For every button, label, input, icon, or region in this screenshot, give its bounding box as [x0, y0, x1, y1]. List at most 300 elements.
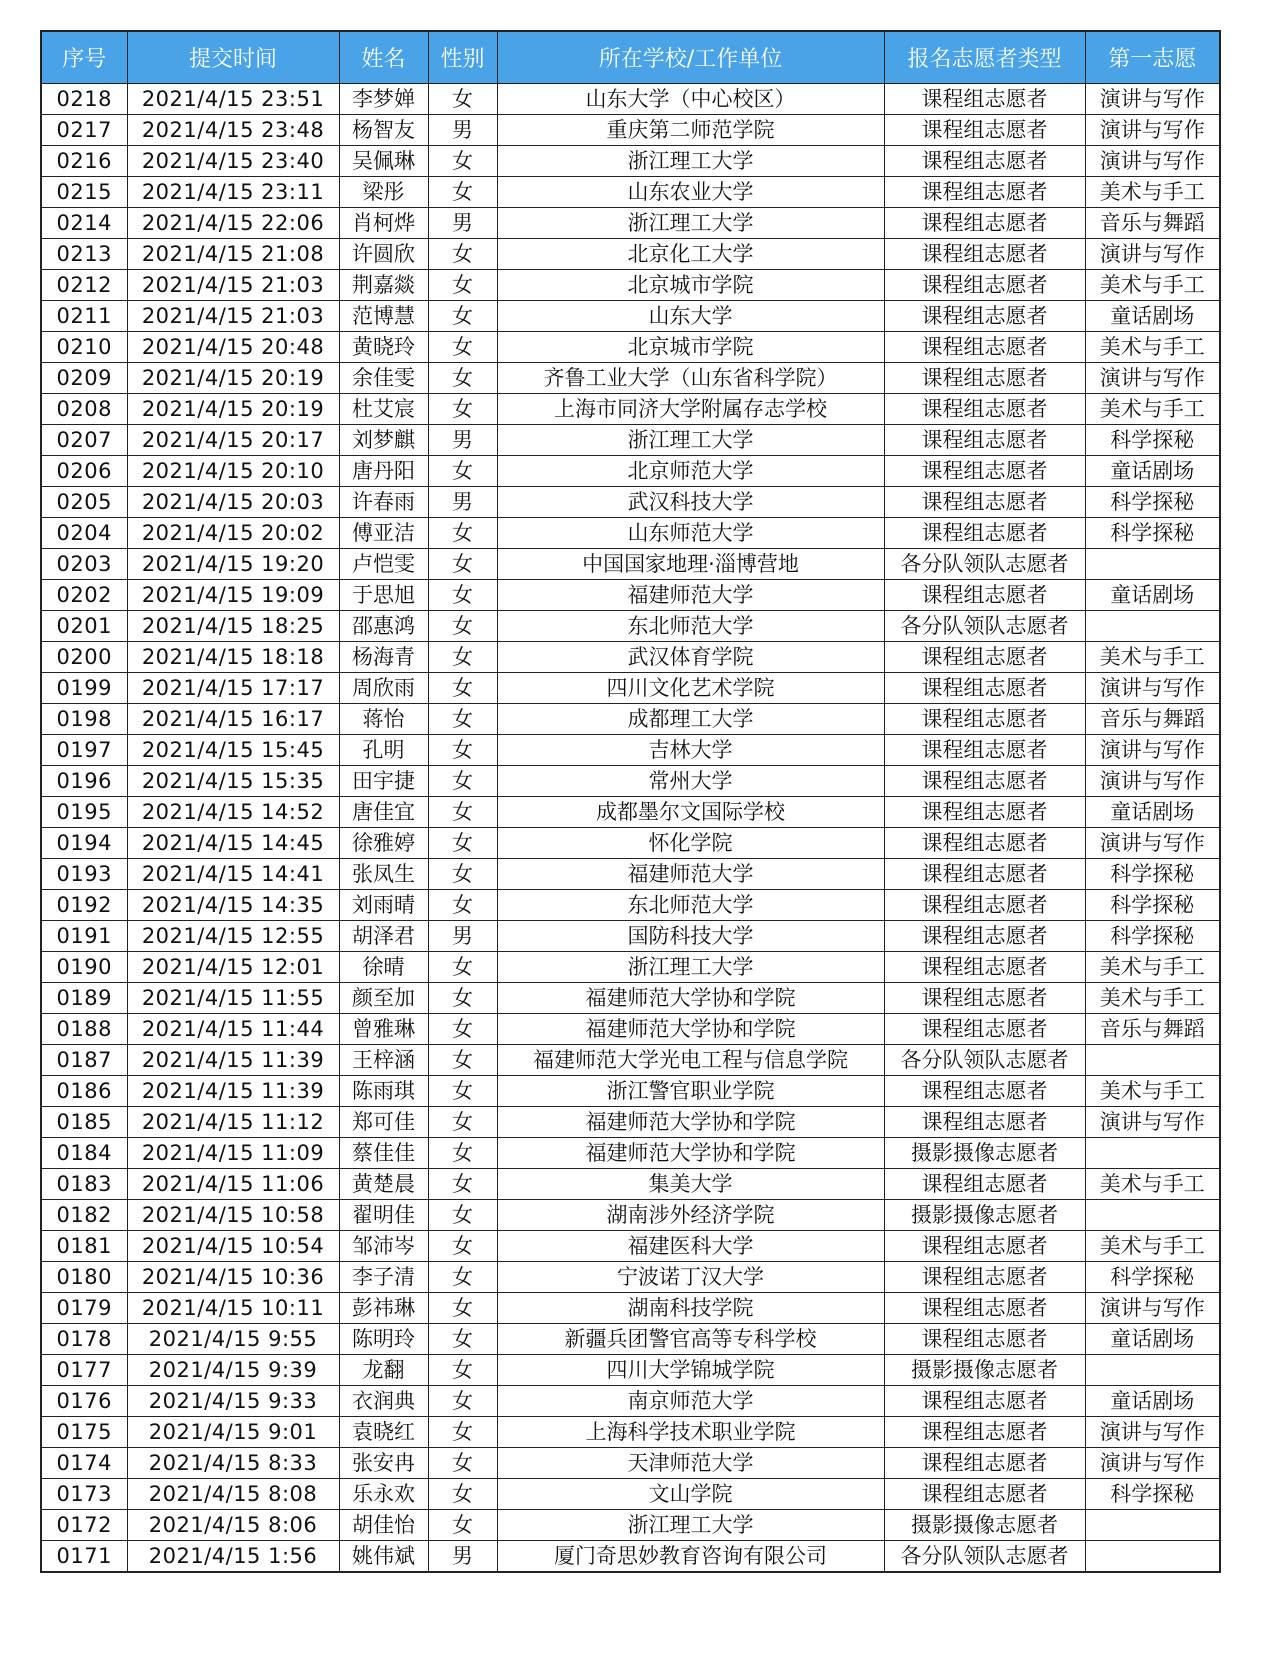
- cell-name: 蒋怡: [339, 704, 428, 735]
- table-row: [41, 735, 1220, 766]
- table-row: [41, 1417, 1220, 1448]
- table-row: [41, 301, 1220, 332]
- cell-submit-time: 2021/4/15 16:17: [127, 704, 339, 735]
- cell-volunteer-type: 课程组志愿者: [884, 487, 1085, 518]
- cell-name: 乐永欢: [339, 1479, 428, 1510]
- cell-submit-time: 2021/4/15 8:06: [127, 1510, 339, 1541]
- cell-id: 0196: [41, 766, 127, 797]
- cell-first-choice: 科学探秘: [1085, 425, 1220, 456]
- cell-name: 姚伟斌: [339, 1541, 428, 1573]
- table-row: [41, 1107, 1220, 1138]
- cell-submit-time: 2021/4/15 14:45: [127, 828, 339, 859]
- table-row: [41, 1355, 1220, 1386]
- cell-id: 0192: [41, 890, 127, 921]
- cell-school: 山东农业大学: [497, 177, 884, 208]
- table-row: [41, 859, 1220, 890]
- cell-volunteer-type: 课程组志愿者: [884, 115, 1085, 146]
- cell-gender: 女: [428, 301, 497, 332]
- cell-first-choice: 演讲与写作: [1085, 1417, 1220, 1448]
- cell-volunteer-type: 课程组志愿者: [884, 1417, 1085, 1448]
- cell-school: 湖南科技学院: [497, 1293, 884, 1324]
- cell-submit-time: 2021/4/15 10:11: [127, 1293, 339, 1324]
- cell-gender: 女: [428, 456, 497, 487]
- cell-gender: 男: [428, 921, 497, 952]
- cell-submit-time: 2021/4/15 11:44: [127, 1014, 339, 1045]
- cell-volunteer-type: 摄影摄像志愿者: [884, 1138, 1085, 1169]
- cell-school: 湖南涉外经济学院: [497, 1200, 884, 1231]
- cell-gender: 女: [428, 1479, 497, 1510]
- table-row: [41, 642, 1220, 673]
- cell-name: 彭祎琳: [339, 1293, 428, 1324]
- cell-submit-time: 2021/4/15 21:03: [127, 301, 339, 332]
- cell-gender: 女: [428, 797, 497, 828]
- cell-gender: 女: [428, 270, 497, 301]
- cell-id: 0172: [41, 1510, 127, 1541]
- cell-id: 0216: [41, 146, 127, 177]
- cell-first-choice: 科学探秘: [1085, 921, 1220, 952]
- cell-first-choice: 演讲与写作: [1085, 1293, 1220, 1324]
- cell-submit-time: 2021/4/15 23:51: [127, 84, 339, 115]
- cell-first-choice: 美术与手工: [1085, 177, 1220, 208]
- cell-first-choice: 美术与手工: [1085, 270, 1220, 301]
- table-row: [41, 1448, 1220, 1479]
- cell-name: 郑可佳: [339, 1107, 428, 1138]
- cell-school: 中国国家地理·淄博营地: [497, 549, 884, 580]
- cell-submit-time: 2021/4/15 1:56: [127, 1541, 339, 1573]
- cell-submit-time: 2021/4/15 18:25: [127, 611, 339, 642]
- cell-volunteer-type: 课程组志愿者: [884, 1076, 1085, 1107]
- cell-id: 0201: [41, 611, 127, 642]
- cell-name: 徐雅婷: [339, 828, 428, 859]
- cell-gender: 男: [428, 115, 497, 146]
- cell-first-choice: 童话剧场: [1085, 1324, 1220, 1355]
- cell-submit-time: 2021/4/15 11:06: [127, 1169, 339, 1200]
- cell-volunteer-type: 课程组志愿者: [884, 952, 1085, 983]
- cell-gender: 女: [428, 1045, 497, 1076]
- cell-first-choice: 童话剧场: [1085, 456, 1220, 487]
- cell-submit-time: 2021/4/15 23:11: [127, 177, 339, 208]
- cell-first-choice: 科学探秘: [1085, 859, 1220, 890]
- table-row: [41, 1138, 1220, 1169]
- cell-id: 0195: [41, 797, 127, 828]
- cell-name: 唐佳宜: [339, 797, 428, 828]
- cell-id: 0197: [41, 735, 127, 766]
- cell-school: 北京城市学院: [497, 332, 884, 363]
- cell-name: 于思旭: [339, 580, 428, 611]
- cell-gender: 男: [428, 1541, 497, 1573]
- cell-gender: 男: [428, 425, 497, 456]
- cell-first-choice: 童话剧场: [1085, 797, 1220, 828]
- table-row: [41, 394, 1220, 425]
- cell-submit-time: 2021/4/15 20:19: [127, 394, 339, 425]
- cell-gender: 女: [428, 394, 497, 425]
- cell-gender: 女: [428, 1076, 497, 1107]
- cell-id: 0217: [41, 115, 127, 146]
- cell-volunteer-type: 摄影摄像志愿者: [884, 1355, 1085, 1386]
- cell-submit-time: 2021/4/15 9:33: [127, 1386, 339, 1417]
- cell-volunteer-type: 各分队领队志愿者: [884, 1541, 1085, 1573]
- cell-first-choice: [1085, 1541, 1220, 1573]
- cell-first-choice: 演讲与写作: [1085, 735, 1220, 766]
- cell-submit-time: 2021/4/15 22:06: [127, 208, 339, 239]
- cell-gender: 女: [428, 239, 497, 270]
- cell-school: 南京师范大学: [497, 1386, 884, 1417]
- cell-gender: 女: [428, 859, 497, 890]
- table-row: [41, 1479, 1220, 1510]
- table-row: [41, 952, 1220, 983]
- cell-volunteer-type: 课程组志愿者: [884, 270, 1085, 301]
- cell-first-choice: [1085, 1510, 1220, 1541]
- cell-id: 0204: [41, 518, 127, 549]
- cell-name: 杨智友: [339, 115, 428, 146]
- table-row: [41, 177, 1220, 208]
- table-row: [41, 239, 1220, 270]
- cell-first-choice: 美术与手工: [1085, 642, 1220, 673]
- table-row: [41, 456, 1220, 487]
- cell-volunteer-type: 课程组志愿者: [884, 890, 1085, 921]
- cell-gender: 女: [428, 983, 497, 1014]
- cell-volunteer-type: 课程组志愿者: [884, 208, 1085, 239]
- cell-school: 山东大学: [497, 301, 884, 332]
- table-row: [41, 1293, 1220, 1324]
- table-row: [41, 487, 1220, 518]
- cell-volunteer-type: 摄影摄像志愿者: [884, 1510, 1085, 1541]
- cell-submit-time: 2021/4/15 11:12: [127, 1107, 339, 1138]
- cell-first-choice: 美术与手工: [1085, 394, 1220, 425]
- cell-volunteer-type: 课程组志愿者: [884, 363, 1085, 394]
- cell-id: 0175: [41, 1417, 127, 1448]
- cell-school: 新疆兵团警官高等专科学校: [497, 1324, 884, 1355]
- cell-volunteer-type: 课程组志愿者: [884, 1107, 1085, 1138]
- cell-first-choice: 演讲与写作: [1085, 239, 1220, 270]
- cell-school: 福建医科大学: [497, 1231, 884, 1262]
- cell-submit-time: 2021/4/15 19:09: [127, 580, 339, 611]
- cell-name: 田宇捷: [339, 766, 428, 797]
- cell-submit-time: 2021/4/15 15:45: [127, 735, 339, 766]
- cell-volunteer-type: 各分队领队志愿者: [884, 549, 1085, 580]
- cell-first-choice: [1085, 1200, 1220, 1231]
- cell-volunteer-type: 课程组志愿者: [884, 735, 1085, 766]
- table-row: [41, 332, 1220, 363]
- cell-id: 0202: [41, 580, 127, 611]
- cell-gender: 女: [428, 952, 497, 983]
- cell-submit-time: 2021/4/15 14:52: [127, 797, 339, 828]
- cell-name: 胡佳怡: [339, 1510, 428, 1541]
- cell-school: 成都墨尔文国际学校: [497, 797, 884, 828]
- table-row: [41, 766, 1220, 797]
- cell-school: 四川大学锦城学院: [497, 1355, 884, 1386]
- cell-submit-time: 2021/4/15 20:17: [127, 425, 339, 456]
- cell-volunteer-type: 课程组志愿者: [884, 518, 1085, 549]
- header-volunteer-type: 报名志愿者类型: [884, 31, 1085, 84]
- cell-submit-time: 2021/4/15 21:03: [127, 270, 339, 301]
- cell-name: 王梓涵: [339, 1045, 428, 1076]
- header-name: 姓名: [339, 31, 428, 84]
- cell-school: 浙江理工大学: [497, 208, 884, 239]
- cell-name: 蔡佳佳: [339, 1138, 428, 1169]
- cell-id: 0187: [41, 1045, 127, 1076]
- cell-volunteer-type: 课程组志愿者: [884, 642, 1085, 673]
- cell-id: 0174: [41, 1448, 127, 1479]
- cell-first-choice: 演讲与写作: [1085, 363, 1220, 394]
- table-row: [41, 921, 1220, 952]
- cell-name: 梁彤: [339, 177, 428, 208]
- cell-first-choice: 演讲与写作: [1085, 115, 1220, 146]
- cell-name: 徐晴: [339, 952, 428, 983]
- cell-first-choice: [1085, 611, 1220, 642]
- cell-submit-time: 2021/4/15 20:19: [127, 363, 339, 394]
- cell-name: 刘梦麒: [339, 425, 428, 456]
- cell-gender: 女: [428, 1324, 497, 1355]
- cell-school: 山东师范大学: [497, 518, 884, 549]
- cell-school: 国防科技大学: [497, 921, 884, 952]
- cell-volunteer-type: 各分队领队志愿者: [884, 611, 1085, 642]
- header-id: 序号: [41, 31, 127, 84]
- cell-volunteer-type: 课程组志愿者: [884, 828, 1085, 859]
- cell-gender: 女: [428, 1014, 497, 1045]
- cell-name: 刘雨晴: [339, 890, 428, 921]
- cell-school: 上海市同济大学附属存志学校: [497, 394, 884, 425]
- table-row: [41, 673, 1220, 704]
- cell-volunteer-type: 课程组志愿者: [884, 1231, 1085, 1262]
- cell-id: 0193: [41, 859, 127, 890]
- cell-school: 重庆第二师范学院: [497, 115, 884, 146]
- table-row: [41, 1169, 1220, 1200]
- cell-school: 福建师范大学协和学院: [497, 1014, 884, 1045]
- cell-id: 0185: [41, 1107, 127, 1138]
- cell-school: 福建师范大学协和学院: [497, 983, 884, 1014]
- cell-id: 0205: [41, 487, 127, 518]
- cell-id: 0182: [41, 1200, 127, 1231]
- cell-submit-time: 2021/4/15 23:48: [127, 115, 339, 146]
- cell-gender: 女: [428, 549, 497, 580]
- cell-id: 0199: [41, 673, 127, 704]
- cell-name: 陈明玲: [339, 1324, 428, 1355]
- cell-name: 曾雅琳: [339, 1014, 428, 1045]
- table-row: [41, 1510, 1220, 1541]
- cell-first-choice: [1085, 1045, 1220, 1076]
- cell-school: 文山学院: [497, 1479, 884, 1510]
- cell-submit-time: 2021/4/15 10:58: [127, 1200, 339, 1231]
- cell-school: 福建师范大学光电工程与信息学院: [497, 1045, 884, 1076]
- header-submit-time: 提交时间: [127, 31, 339, 84]
- cell-name: 邵惠鸿: [339, 611, 428, 642]
- cell-submit-time: 2021/4/15 10:54: [127, 1231, 339, 1262]
- cell-submit-time: 2021/4/15 20:48: [127, 332, 339, 363]
- cell-volunteer-type: 课程组志愿者: [884, 766, 1085, 797]
- cell-gender: 女: [428, 146, 497, 177]
- cell-name: 杨海青: [339, 642, 428, 673]
- cell-name: 范博慧: [339, 301, 428, 332]
- cell-gender: 女: [428, 1138, 497, 1169]
- cell-name: 周欣雨: [339, 673, 428, 704]
- cell-id: 0189: [41, 983, 127, 1014]
- cell-name: 卢恺雯: [339, 549, 428, 580]
- cell-submit-time: 2021/4/15 20:02: [127, 518, 339, 549]
- cell-volunteer-type: 课程组志愿者: [884, 394, 1085, 425]
- cell-school: 福建师范大学: [497, 580, 884, 611]
- cell-id: 0209: [41, 363, 127, 394]
- cell-id: 0218: [41, 84, 127, 115]
- cell-first-choice: 音乐与舞蹈: [1085, 1014, 1220, 1045]
- cell-volunteer-type: 课程组志愿者: [884, 425, 1085, 456]
- table-row: [41, 1386, 1220, 1417]
- cell-gender: 女: [428, 1231, 497, 1262]
- cell-submit-time: 2021/4/15 20:10: [127, 456, 339, 487]
- cell-school: 浙江警官职业学院: [497, 1076, 884, 1107]
- cell-submit-time: 2021/4/15 11:39: [127, 1076, 339, 1107]
- cell-school: 北京师范大学: [497, 456, 884, 487]
- table-row: [41, 1200, 1220, 1231]
- cell-submit-time: 2021/4/15 14:35: [127, 890, 339, 921]
- cell-first-choice: 科学探秘: [1085, 1262, 1220, 1293]
- cell-school: 浙江理工大学: [497, 952, 884, 983]
- cell-first-choice: 科学探秘: [1085, 890, 1220, 921]
- cell-school: 东北师范大学: [497, 611, 884, 642]
- cell-volunteer-type: 课程组志愿者: [884, 859, 1085, 890]
- cell-name: 翟明佳: [339, 1200, 428, 1231]
- table-row: [41, 518, 1220, 549]
- cell-id: 0214: [41, 208, 127, 239]
- cell-school: 武汉科技大学: [497, 487, 884, 518]
- cell-id: 0191: [41, 921, 127, 952]
- table-row: [41, 611, 1220, 642]
- cell-submit-time: 2021/4/15 23:40: [127, 146, 339, 177]
- cell-volunteer-type: 课程组志愿者: [884, 456, 1085, 487]
- cell-submit-time: 2021/4/15 12:55: [127, 921, 339, 952]
- cell-name: 李梦婵: [339, 84, 428, 115]
- cell-gender: 女: [428, 766, 497, 797]
- cell-submit-time: 2021/4/15 18:18: [127, 642, 339, 673]
- cell-submit-time: 2021/4/15 20:03: [127, 487, 339, 518]
- cell-gender: 女: [428, 735, 497, 766]
- cell-gender: 女: [428, 673, 497, 704]
- cell-name: 张凤生: [339, 859, 428, 890]
- cell-gender: 女: [428, 611, 497, 642]
- cell-gender: 女: [428, 518, 497, 549]
- cell-gender: 女: [428, 1510, 497, 1541]
- cell-name: 袁晓红: [339, 1417, 428, 1448]
- cell-gender: 女: [428, 1448, 497, 1479]
- cell-id: 0194: [41, 828, 127, 859]
- cell-submit-time: 2021/4/15 11:39: [127, 1045, 339, 1076]
- cell-gender: 女: [428, 1386, 497, 1417]
- cell-volunteer-type: 课程组志愿者: [884, 1014, 1085, 1045]
- cell-submit-time: 2021/4/15 9:39: [127, 1355, 339, 1386]
- cell-school: 福建师范大学协和学院: [497, 1107, 884, 1138]
- cell-volunteer-type: 课程组志愿者: [884, 239, 1085, 270]
- cell-first-choice: 美术与手工: [1085, 1169, 1220, 1200]
- cell-submit-time: 2021/4/15 12:01: [127, 952, 339, 983]
- cell-gender: 女: [428, 1262, 497, 1293]
- cell-id: 0206: [41, 456, 127, 487]
- cell-first-choice: 童话剧场: [1085, 580, 1220, 611]
- table-row: [41, 84, 1220, 115]
- cell-id: 0181: [41, 1231, 127, 1262]
- cell-first-choice: 科学探秘: [1085, 1479, 1220, 1510]
- table-row: [41, 828, 1220, 859]
- cell-name: 张安冉: [339, 1448, 428, 1479]
- table-row: [41, 363, 1220, 394]
- table-row: [41, 890, 1220, 921]
- cell-volunteer-type: 课程组志愿者: [884, 673, 1085, 704]
- cell-volunteer-type: 课程组志愿者: [884, 1262, 1085, 1293]
- cell-school: 常州大学: [497, 766, 884, 797]
- cell-name: 余佳雯: [339, 363, 428, 394]
- cell-gender: 女: [428, 1169, 497, 1200]
- cell-volunteer-type: 课程组志愿者: [884, 1324, 1085, 1355]
- cell-name: 衣润典: [339, 1386, 428, 1417]
- cell-gender: 女: [428, 1355, 497, 1386]
- table-row: [41, 208, 1220, 239]
- table-row: [41, 1324, 1220, 1355]
- cell-name: 黄晓玲: [339, 332, 428, 363]
- cell-volunteer-type: 课程组志愿者: [884, 84, 1085, 115]
- cell-id: 0180: [41, 1262, 127, 1293]
- cell-first-choice: 演讲与写作: [1085, 673, 1220, 704]
- cell-id: 0184: [41, 1138, 127, 1169]
- cell-volunteer-type: 课程组志愿者: [884, 332, 1085, 363]
- cell-first-choice: 美术与手工: [1085, 332, 1220, 363]
- cell-gender: 男: [428, 208, 497, 239]
- table-row: [41, 580, 1220, 611]
- cell-volunteer-type: 课程组志愿者: [884, 580, 1085, 611]
- cell-school: 福建师范大学: [497, 859, 884, 890]
- cell-id: 0212: [41, 270, 127, 301]
- cell-id: 0211: [41, 301, 127, 332]
- cell-id: 0207: [41, 425, 127, 456]
- cell-first-choice: 童话剧场: [1085, 1386, 1220, 1417]
- cell-name: 陈雨琪: [339, 1076, 428, 1107]
- table-row: [41, 1014, 1220, 1045]
- cell-id: 0198: [41, 704, 127, 735]
- cell-first-choice: 演讲与写作: [1085, 1107, 1220, 1138]
- table-row: [41, 425, 1220, 456]
- cell-id: 0213: [41, 239, 127, 270]
- cell-school: 宁波诺丁汉大学: [497, 1262, 884, 1293]
- cell-gender: 女: [428, 1293, 497, 1324]
- cell-name: 许春雨: [339, 487, 428, 518]
- cell-id: 0188: [41, 1014, 127, 1045]
- cell-name: 唐丹阳: [339, 456, 428, 487]
- cell-gender: 女: [428, 828, 497, 859]
- cell-first-choice: 演讲与写作: [1085, 1448, 1220, 1479]
- cell-submit-time: 2021/4/15 11:55: [127, 983, 339, 1014]
- cell-volunteer-type: 课程组志愿者: [884, 1386, 1085, 1417]
- cell-id: 0200: [41, 642, 127, 673]
- cell-id: 0203: [41, 549, 127, 580]
- cell-first-choice: 演讲与写作: [1085, 84, 1220, 115]
- cell-school: 怀化学院: [497, 828, 884, 859]
- cell-school: 天津师范大学: [497, 1448, 884, 1479]
- cell-volunteer-type: 摄影摄像志愿者: [884, 1200, 1085, 1231]
- cell-school: 集美大学: [497, 1169, 884, 1200]
- cell-first-choice: 音乐与舞蹈: [1085, 208, 1220, 239]
- cell-submit-time: 2021/4/15 8:33: [127, 1448, 339, 1479]
- cell-gender: 女: [428, 1107, 497, 1138]
- cell-gender: 女: [428, 890, 497, 921]
- cell-first-choice: 演讲与写作: [1085, 766, 1220, 797]
- cell-id: 0215: [41, 177, 127, 208]
- cell-submit-time: 2021/4/15 15:35: [127, 766, 339, 797]
- cell-id: 0210: [41, 332, 127, 363]
- cell-name: 吴佩琳: [339, 146, 428, 177]
- header-first-choice: 第一志愿: [1085, 31, 1220, 84]
- cell-school: 浙江理工大学: [497, 1510, 884, 1541]
- cell-submit-time: 2021/4/15 14:41: [127, 859, 339, 890]
- cell-gender: 女: [428, 580, 497, 611]
- cell-name: 邹沛岑: [339, 1231, 428, 1262]
